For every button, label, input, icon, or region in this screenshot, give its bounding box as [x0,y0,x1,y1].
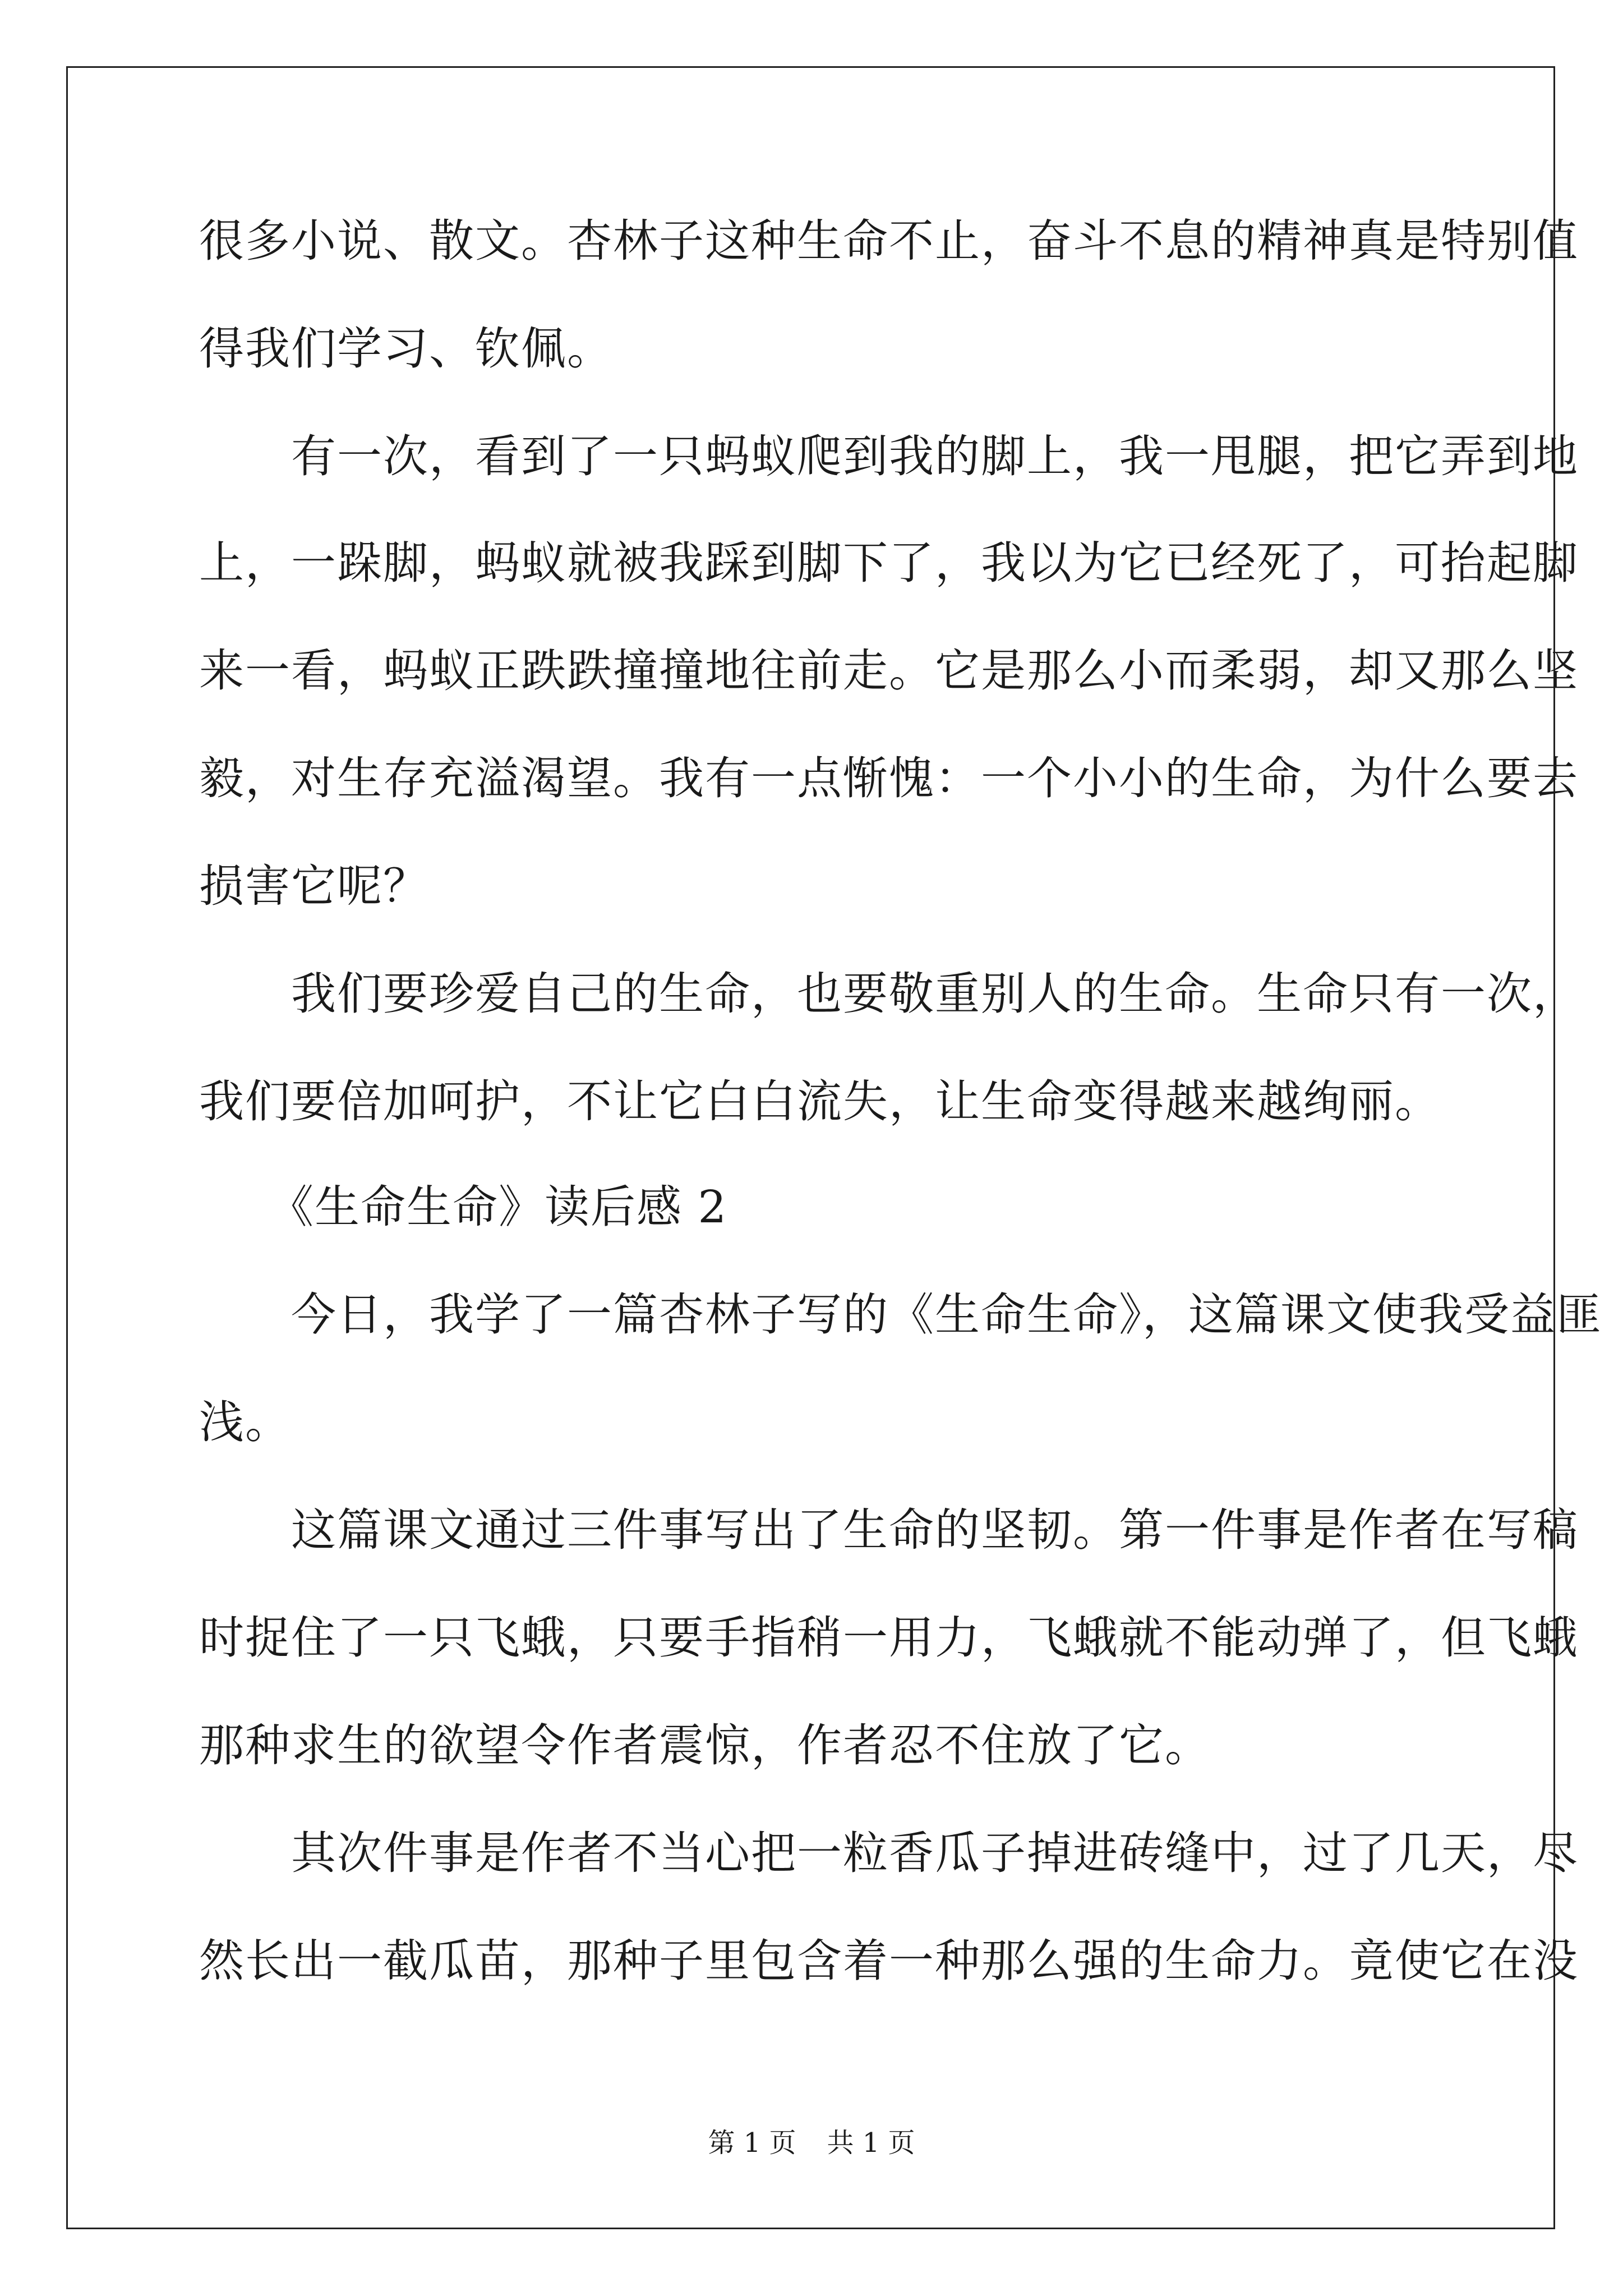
text-line: 那种求生的欲望令作者震惊，作者忍不住放了它。 [199,1719,1211,1772]
text-line: 时捉住了一只飞蛾，只要手指稍一用力，飞蛾就不能动弹了，但飞蛾 [199,1612,1579,1664]
text-line: 我们要珍爱自己的生命，也要敬重别人的生命。生命只有一次， [199,968,1579,1020]
text-line: 这篇课文通过三件事写出了生命的坚韧。第一件事是作者在写稿 [199,1504,1579,1556]
text-line: 其次件事是作者不当心把一粒香瓜子掉进砖缝中，过了几天，尽 [199,1827,1579,1879]
page-border [66,66,1555,2229]
text-line: 损害它呢？ [199,860,429,912]
text-line: 上，一跺脚，蚂蚁就被我踩到脚下了，我以为它已经死了，可抬起脚 [199,537,1579,589]
text-line: 毅，对生存充溢渴望。我有一点惭愧：一个小小的生命，为什么要去 [199,752,1579,804]
text-line: 很多小说、散文。杏林子这种生命不止，奋斗不息的精神真是特别值 [199,215,1579,267]
text-line: 然长出一截瓜苗，那种子里包含着一种那么强的生命力。竟使它在没 [199,1935,1579,1987]
text-line: 浅。 [199,1396,291,1448]
page-total: 共 1 页 [827,2127,915,2159]
section-heading: 《生命生命》读后感 2 [199,1181,728,1233]
text-line: 得我们学习、钦佩。 [199,323,613,375]
page-footer [0,2126,1623,2160]
text-line: 来一看，蚂蚁正跌跌撞撞地往前走。它是那么小而柔弱，却又那么坚 [199,645,1579,697]
text-line: 今日，我学了一篇杏林子写的《生命生命》，这篇课文使我受益匪 [199,1289,1602,1341]
text-line: 有一次，看到了一只蚂蚁爬到我的脚上，我一甩腿，把它弄到地 [199,430,1579,482]
page-number: 第 1 页 [708,2127,796,2159]
text-line: 我们要倍加呵护，不让它白白流失，让生命变得越来越绚丽。 [199,1075,1441,1128]
